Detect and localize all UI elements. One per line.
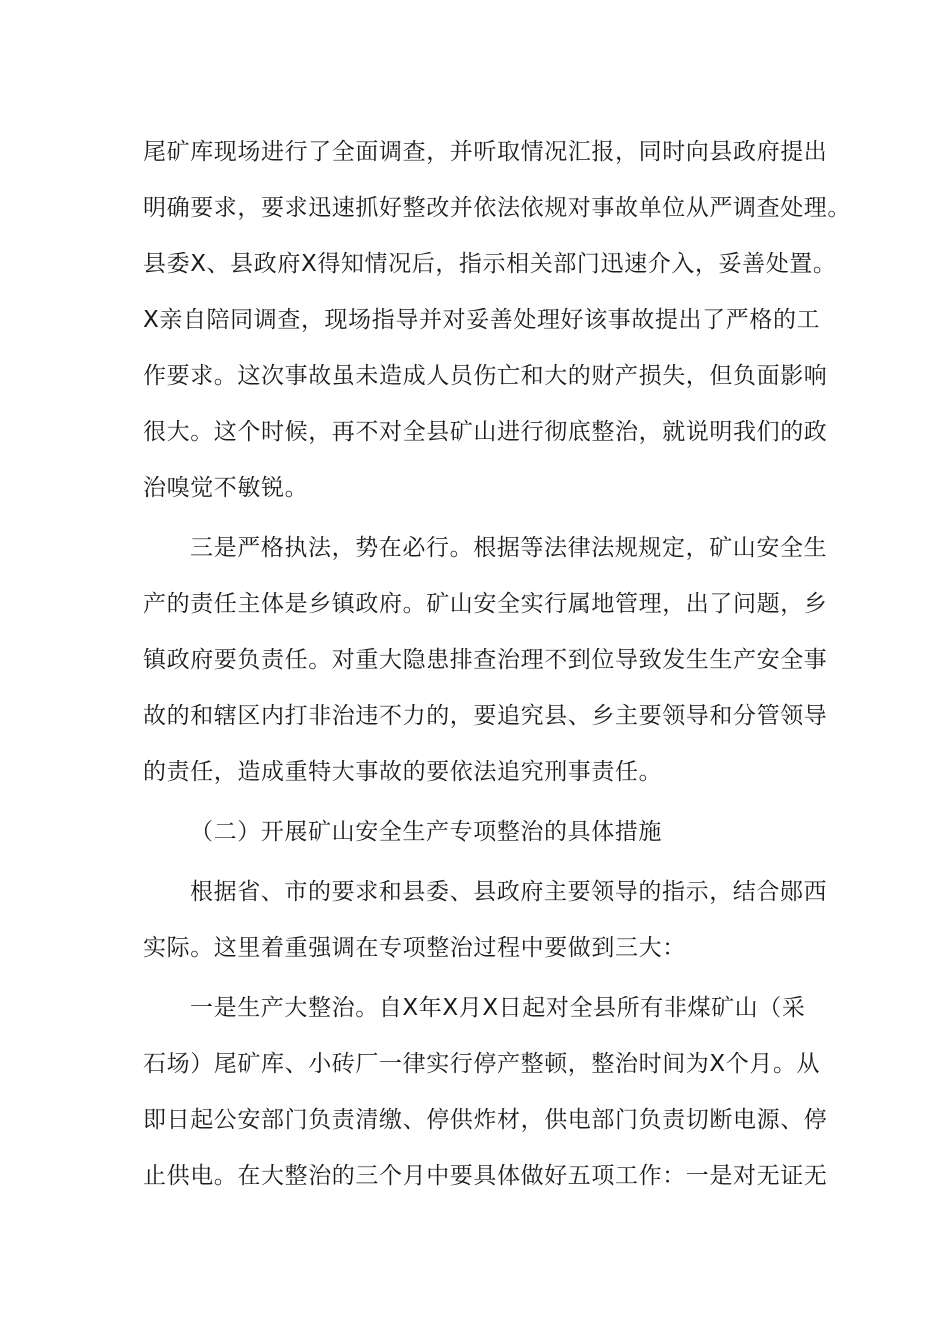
- text-line: 很大。这个时候，再不对全县矿山进行彻底整治，就说明我们的政: [143, 419, 828, 445]
- text-line: 止供电。在大整治的三个月中要具体做好五项工作：一是对无证无: [143, 1163, 828, 1189]
- text-line: 尾矿库现场进行了全面调查，并听取情况汇报，同时向县政府提出: [143, 139, 828, 165]
- text-line: X亲自陪同调查，现场指导并对妥善处理好该事故提出了严格的工: [143, 307, 821, 333]
- paragraph-start-line: 根据省、市的要求和县委、县政府主要领导的指示，结合郧西: [190, 879, 828, 905]
- text-line: 的责任，造成重特大事故的要依法追究刑事责任。: [143, 759, 663, 785]
- paragraph-start-line: 三是严格执法，势在必行。根据等法律法规规定，矿山安全生: [190, 535, 828, 561]
- text-line: 作要求。这次事故虽未造成人员伤亡和大的财产损失，但负面影响: [143, 363, 828, 389]
- paragraph-start-line: 一是生产大整治。自X年X月X日起对全县所有非煤矿山（采: [190, 995, 806, 1021]
- section-heading: （二）开展矿山安全生产专项整治的具体措施: [190, 819, 662, 845]
- text-line: 明确要求，要求迅速抓好整改并依法依规对事故单位从严调查处理。: [143, 195, 851, 221]
- text-line: 即日起公安部门负责清缴、停供炸材，供电部门负责切断电源、停: [143, 1107, 828, 1133]
- text-line: 镇政府要负责任。对重大隐患排查治理不到位导致发生生产安全事: [143, 647, 828, 673]
- text-line: 县委X、县政府X得知情况后，指示相关部门迅速介入，妥善处置。: [143, 251, 837, 277]
- text-line: 石场）尾矿库、小砖厂一律实行停产整顿，整治时间为X个月。从: [143, 1051, 821, 1077]
- text-line: 故的和辖区内打非治违不力的，要追究县、乡主要领导和分管领导: [143, 703, 828, 729]
- text-line: 产的责任主体是乡镇政府。矿山安全实行属地管理，出了问题，乡: [143, 591, 828, 617]
- text-line: 治嗅觉不敏锐。: [143, 475, 309, 501]
- text-line: 实际。这里着重强调在专项整治过程中要做到三大：: [143, 935, 686, 961]
